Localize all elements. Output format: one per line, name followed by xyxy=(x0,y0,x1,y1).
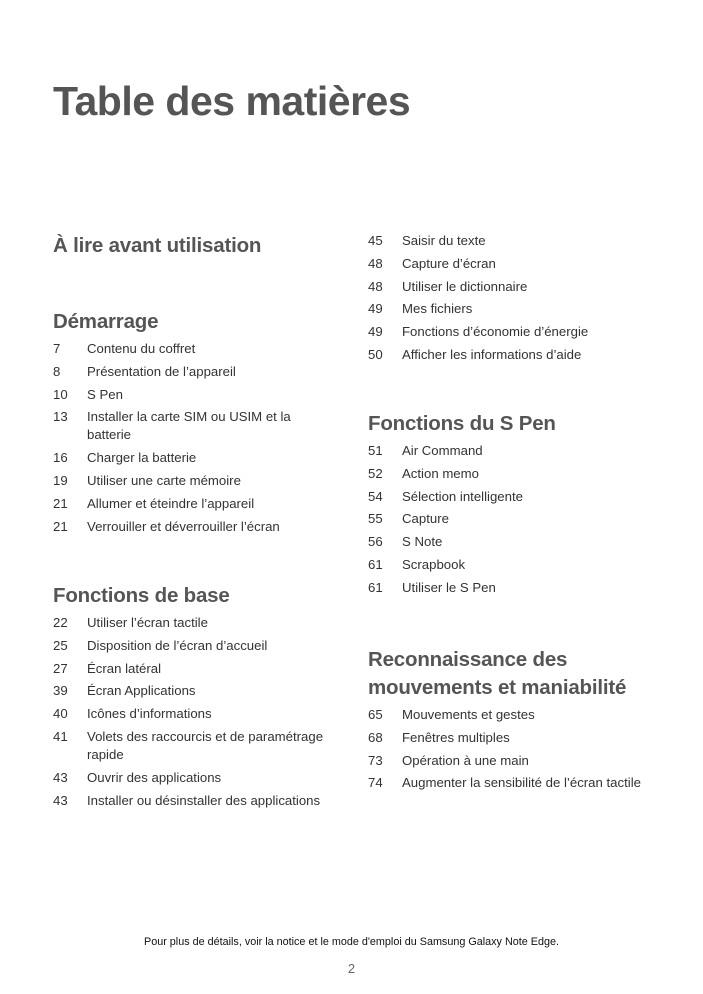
toc-entry[interactable] xyxy=(53,769,353,787)
toc-section xyxy=(368,646,668,797)
toc-entry[interactable] xyxy=(53,682,353,700)
toc-entry[interactable] xyxy=(53,637,353,655)
toc-entry[interactable] xyxy=(368,323,668,341)
entry-page: 54 xyxy=(368,488,383,504)
entry-page: 19 xyxy=(53,472,68,488)
entry-label: Afficher les informations d’aide xyxy=(402,346,582,362)
entry-label: Installer ou désinstaller des applications xyxy=(87,792,321,808)
entry-label: Contenu du coffret xyxy=(87,341,196,356)
entry-label: Allumer et éteindre l’appareil xyxy=(87,495,255,511)
toc-section xyxy=(368,232,668,369)
entry-label: Présentation de l’appareil xyxy=(87,363,236,379)
entry-label: Disposition de l’écran d’accueil xyxy=(87,637,268,653)
entry-page: 40 xyxy=(53,706,68,722)
entry-page: 48 xyxy=(368,278,383,294)
entry-label: Installer la carte SIM ou USIM et la batterie xyxy=(87,409,291,443)
entry-label: Saisir du texte xyxy=(402,233,486,248)
entry-page: 22 xyxy=(53,615,68,630)
entry-page: 43 xyxy=(53,792,68,808)
toc-entry[interactable] xyxy=(53,518,353,536)
entry-label: Écran Applications xyxy=(87,683,196,699)
entry-label: Opération à une main xyxy=(402,752,529,768)
entry-page: 73 xyxy=(368,752,383,768)
entry-label: Utiliser le S Pen xyxy=(402,579,496,595)
toc-entry[interactable] xyxy=(368,510,668,528)
entry-page: 49 xyxy=(368,324,383,340)
toc-entry[interactable] xyxy=(368,488,668,506)
entry-page: 21 xyxy=(53,518,68,534)
toc-entry[interactable] xyxy=(368,300,668,318)
entry-page: 21 xyxy=(53,495,68,511)
toc-entry[interactable] xyxy=(368,556,668,574)
entry-page: 10 xyxy=(53,386,68,402)
toc-entry[interactable] xyxy=(53,472,353,490)
section-heading: Fonctions de base xyxy=(53,584,230,607)
entry-page: 7 xyxy=(53,341,61,356)
entry-label: S Pen xyxy=(87,386,123,402)
section-heading: Fonctions du S Pen xyxy=(368,412,556,435)
toc-entry[interactable] xyxy=(368,579,668,597)
entry-page: 16 xyxy=(53,450,68,466)
toc-entry[interactable] xyxy=(368,255,668,273)
entry-page: 61 xyxy=(368,556,383,572)
entry-page: 52 xyxy=(368,465,383,481)
entry-label: Utiliser le dictionnaire xyxy=(402,278,528,294)
section-heading: Reconnaissance des mouvements et maniabilité xyxy=(368,648,627,699)
entry-page: 39 xyxy=(53,683,68,699)
entry-label: Charger la batterie xyxy=(87,450,197,466)
entry-label: Utiliser l’écran tactile xyxy=(87,615,208,630)
entry-page: 48 xyxy=(368,255,383,271)
toc-entry[interactable] xyxy=(53,363,353,381)
toc-entry[interactable] xyxy=(368,346,668,364)
entry-label: Volets des raccourcis et de paramétrage rapide xyxy=(87,728,324,762)
entry-label: Action memo xyxy=(402,465,479,481)
toc-entry[interactable] xyxy=(53,495,353,513)
entry-label: Fonctions d’économie d’énergie xyxy=(402,324,589,340)
toc-entry[interactable] xyxy=(368,232,668,250)
toc-entry[interactable] xyxy=(368,442,668,460)
page-title: Table des matières xyxy=(53,78,411,124)
toc-entry[interactable] xyxy=(53,660,353,678)
toc-entry[interactable] xyxy=(53,408,353,444)
entry-page: 13 xyxy=(53,409,68,425)
toc-entry[interactable] xyxy=(53,449,353,467)
page-number: 2 xyxy=(347,961,356,976)
toc-entry[interactable] xyxy=(53,792,353,810)
toc-section xyxy=(53,308,353,540)
toc-entry[interactable] xyxy=(368,752,668,770)
entry-page: 65 xyxy=(368,707,383,722)
footer-note: Pour plus de détails, voir la notice et le mode d'emploi du Samsung Galaxy Note Edge. xyxy=(144,936,559,948)
entry-label: Utiliser une carte mémoire xyxy=(87,472,241,488)
entry-page: 61 xyxy=(368,579,383,595)
toc-section xyxy=(53,582,353,814)
entry-page: 49 xyxy=(368,301,383,317)
entry-label: Verrouiller et déverrouiller l’écran xyxy=(87,518,280,534)
entry-page: 56 xyxy=(368,534,383,550)
entry-page: 68 xyxy=(368,729,383,745)
toc-entry[interactable] xyxy=(53,340,353,358)
toc-section xyxy=(53,232,353,260)
entry-label: S Note xyxy=(402,534,443,550)
entry-label: Écran latéral xyxy=(87,660,162,676)
section-heading: Démarrage xyxy=(53,310,159,333)
entry-label: Icônes d’informations xyxy=(87,706,212,722)
entry-label: Fenêtres multiples xyxy=(402,729,510,745)
toc-entry[interactable] xyxy=(53,728,353,764)
toc-entry[interactable] xyxy=(53,705,353,723)
entry-label: Augmenter la sensibilité de l’écran tactile xyxy=(402,775,641,791)
entry-label: Scrapbook xyxy=(402,556,466,572)
section-heading: À lire avant utilisation xyxy=(53,234,262,257)
entry-label: Capture xyxy=(402,511,449,527)
toc-entry[interactable] xyxy=(368,774,668,792)
toc-section xyxy=(368,410,668,602)
toc-entry[interactable] xyxy=(368,278,668,296)
entry-label: Mes fichiers xyxy=(402,301,473,317)
entry-page: 51 xyxy=(368,443,383,458)
entry-page: 55 xyxy=(368,511,383,527)
entry-page: 41 xyxy=(53,728,68,744)
entry-label: Sélection intelligente xyxy=(402,488,523,504)
entry-page: 50 xyxy=(368,346,383,362)
entry-page: 8 xyxy=(53,363,61,379)
entry-page: 74 xyxy=(368,775,383,791)
toc-entry[interactable] xyxy=(368,533,668,551)
entry-label: Mouvements et gestes xyxy=(402,707,535,722)
entry-page: 25 xyxy=(53,637,68,653)
toc-entry[interactable] xyxy=(368,706,668,724)
toc-entry[interactable] xyxy=(53,614,353,632)
toc-entry[interactable] xyxy=(368,465,668,483)
entry-label: Ouvrir des applications xyxy=(87,769,222,785)
entry-page: 45 xyxy=(368,233,383,248)
entry-label: Air Command xyxy=(402,443,483,458)
toc-entry[interactable] xyxy=(53,386,353,404)
toc-entry[interactable] xyxy=(368,729,668,747)
entry-page: 43 xyxy=(53,769,68,785)
entry-page: 27 xyxy=(53,660,68,676)
entry-label: Capture d’écran xyxy=(402,255,496,271)
